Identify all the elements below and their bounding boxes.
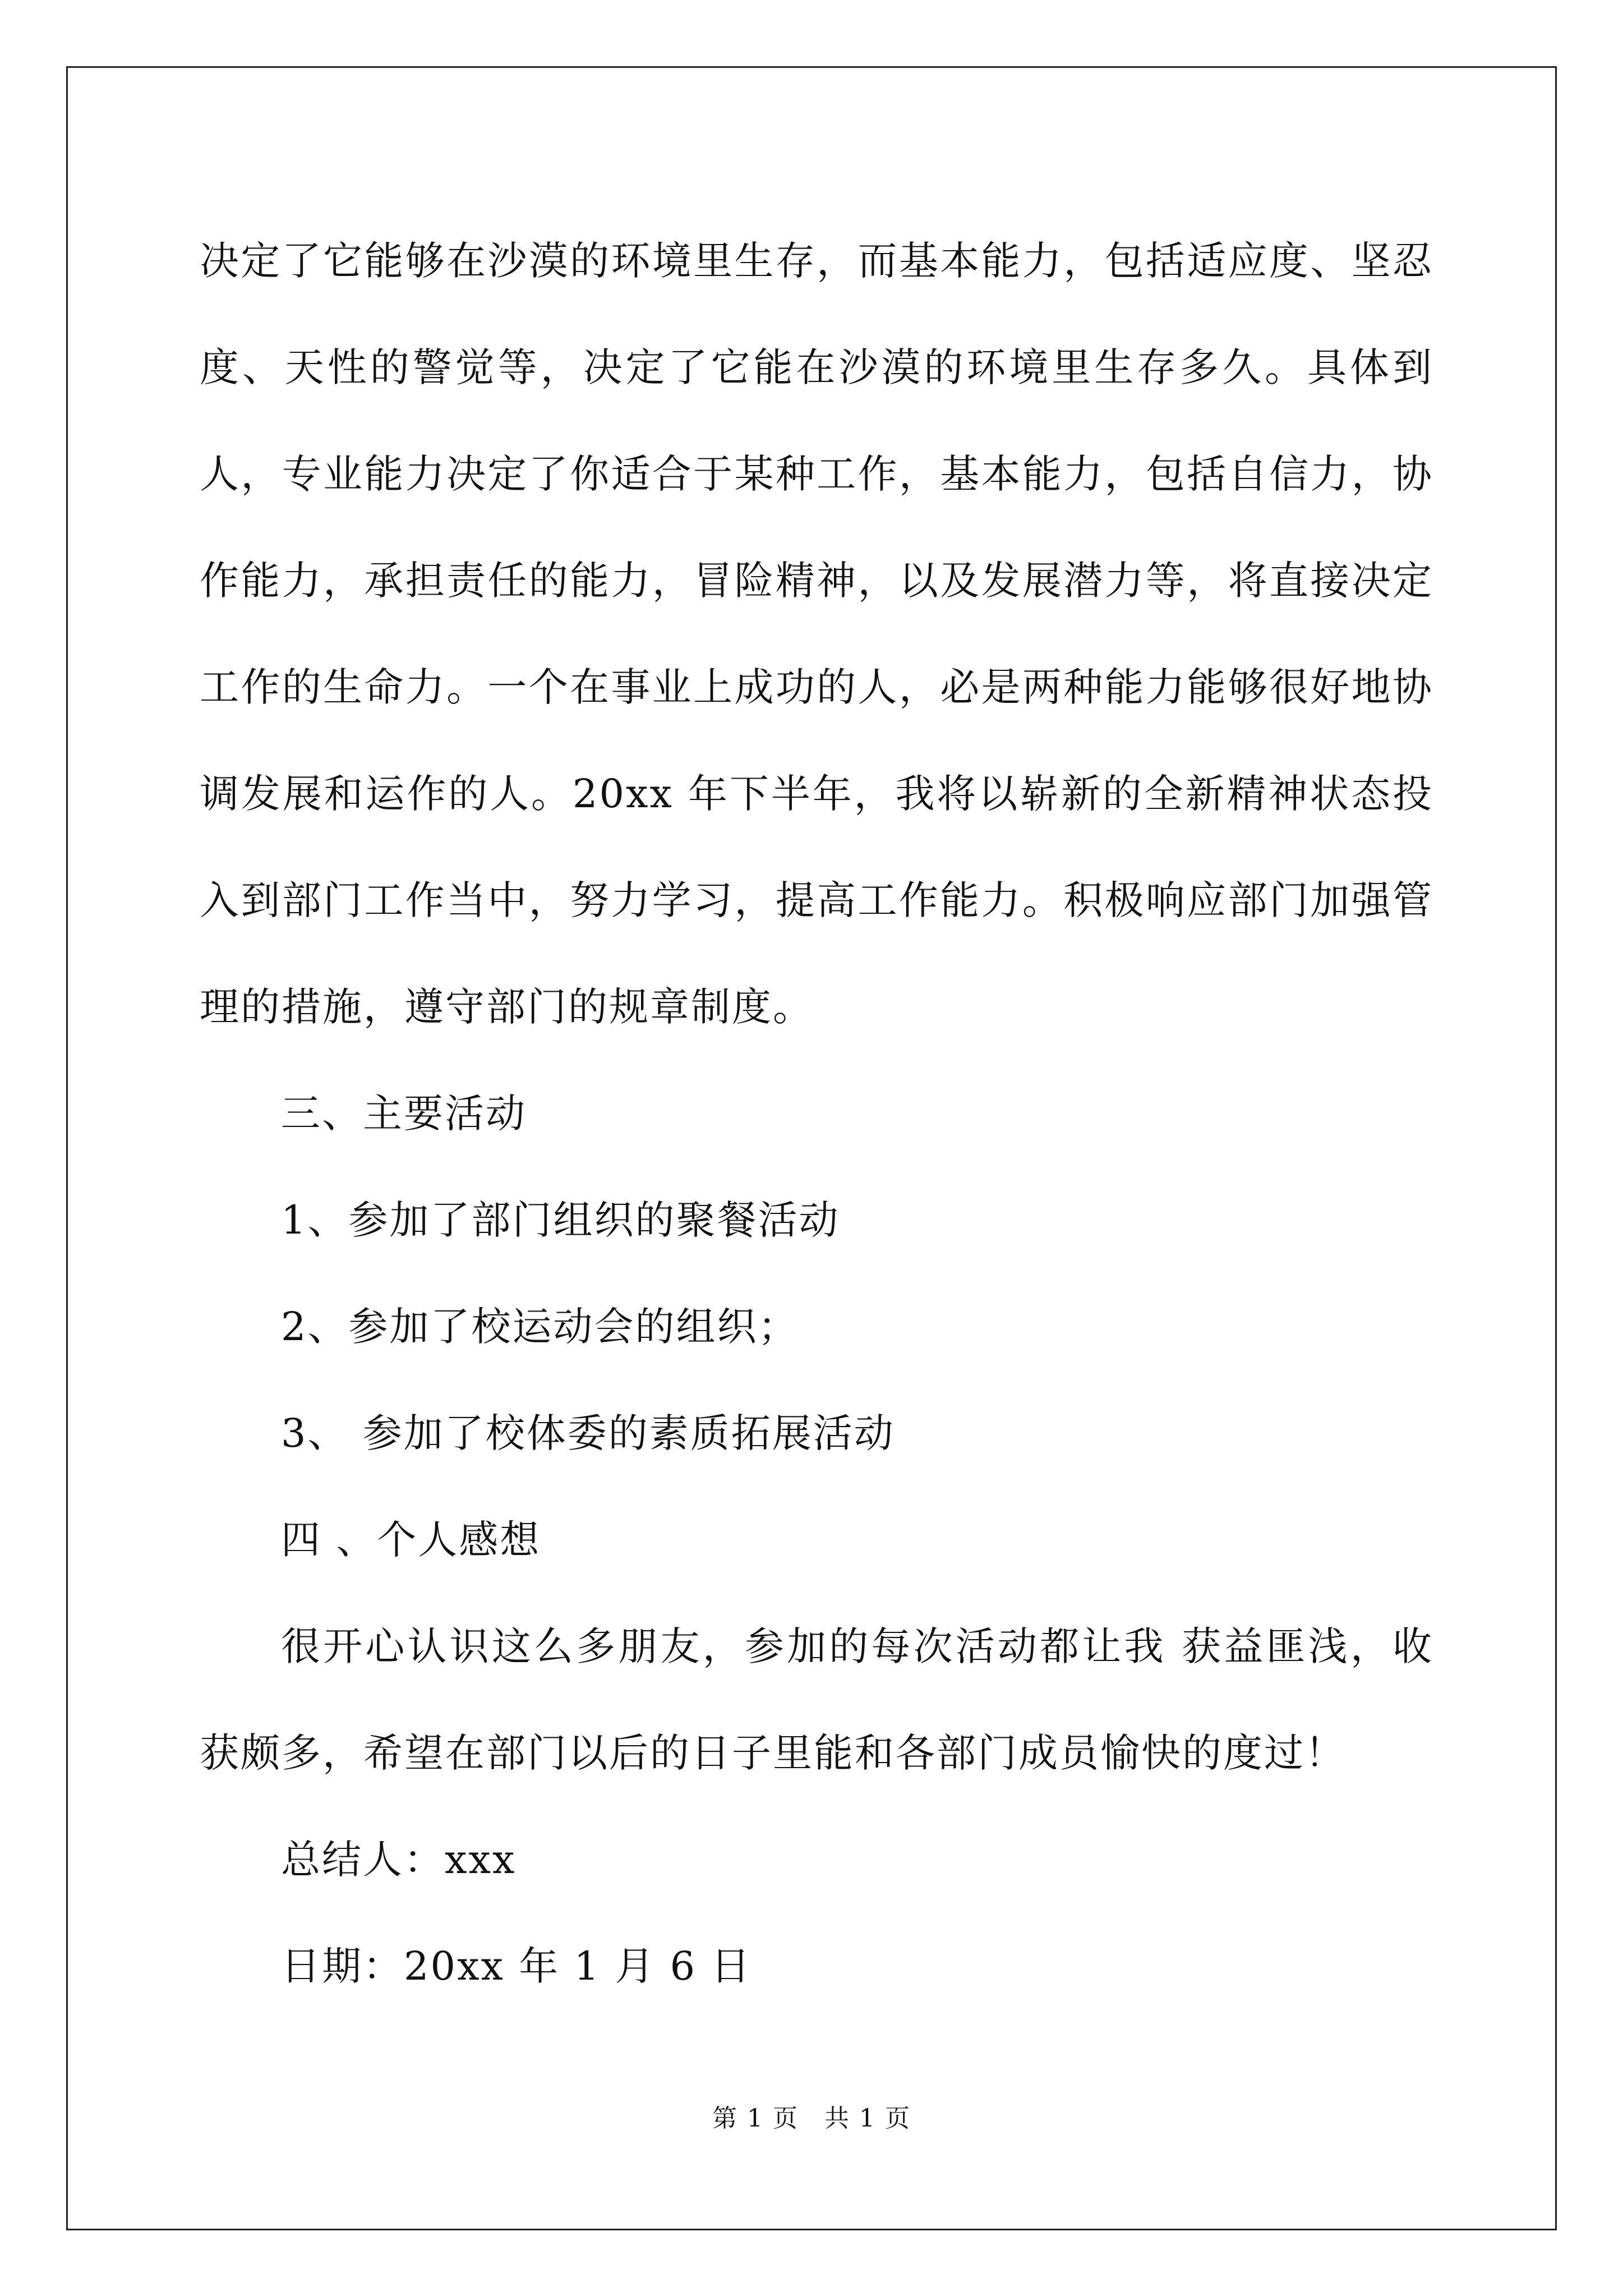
activity-item-2: 2、参加了校运动会的组织； [281,1304,799,1350]
section-heading-personal-thoughts: 四 、个人感想 [281,1517,541,1563]
activity-item-1: 1、参加了部门组织的聚餐活动 [281,1197,840,1243]
activity-item-3: 3、 参加了校体委的素质拓展活动 [281,1410,895,1456]
paragraph-reflection: 很开心认识这么多朋友，参加的每次活动都让我 获益匪浅，收获颇多，希望在部门以后的日子里能和各部门成员愉快的度过！ [200,1623,1433,1776]
paragraph-continuation: 决定了它能够在沙漠的环境里生存，而基本能力，包括适应度、坚忍度、天性的警觉等，决定了它能在沙漠的环境里生存多久。具体到人，专业能力决定了你适合于某种工作，基本能力，包括自信力，协作能力，承担责任的能力，冒险精神，以及发展潜力等，将直接决定工作的生命力。一个在事业上成功的人，必是两种能力能够很好地协调发展和运作的人。20xx 年下半年，我将以崭新的全新精神状态投入到部门工作当中，努力学习，提高工作能力。积极响应部门加强管理的措施，遵守部门的规章制度。 [200,238,1433,1030]
document-body [200,208,1433,2019]
author-line: 总结人：xxx [281,1837,517,1883]
date-line: 日期：20xx 年 1 月 6 日 [281,1943,752,1989]
section-heading-main-activities: 三、主要活动 [281,1091,527,1137]
page-footer: 第 1 页 共 1 页 [712,2104,911,2133]
